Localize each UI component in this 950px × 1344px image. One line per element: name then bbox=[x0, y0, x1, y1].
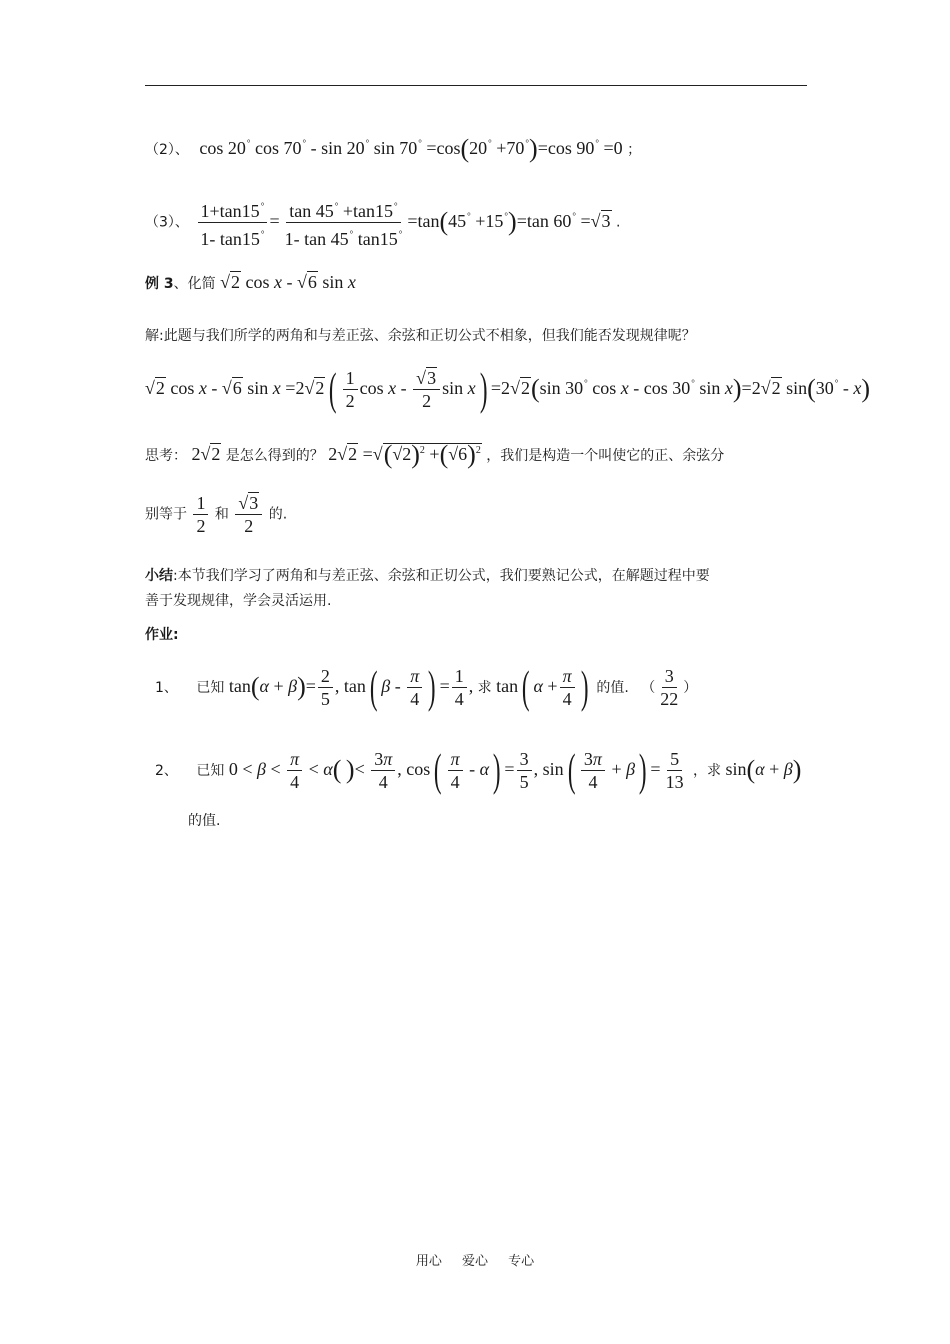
solution-derivation bbox=[145, 362, 870, 415]
page-footer bbox=[0, 1250, 950, 1269]
solution-text: :此题与我们所学的两角和与差正弦、余弦和正切公式不相象，但我们能否发现规律呢？ bbox=[159, 328, 696, 344]
summary bbox=[145, 565, 710, 585]
summary-text-2: 善于发现规律，学会灵活运用. bbox=[145, 593, 332, 609]
think-frac-half: $\frac{1}{2}$ bbox=[191, 503, 210, 523]
item-3-tail: . bbox=[616, 214, 621, 231]
summary-label: 小结 bbox=[145, 568, 173, 584]
homework-q2-ask: ，求 bbox=[693, 763, 722, 779]
think-formula: $2√2 =√(√2)^2 +(√6)^2$ bbox=[328, 440, 481, 469]
homework-q2-pre: 已知 bbox=[196, 763, 225, 779]
homework-q1-pre: 已知 bbox=[196, 680, 225, 696]
think-line2-pre: 别等于 bbox=[145, 506, 187, 523]
homework-q2 bbox=[155, 743, 801, 796]
homework-q1-answer: $\frac{3}{22}$ bbox=[660, 666, 679, 710]
example-3-label: 例 3 bbox=[145, 276, 174, 292]
example-3-sep: 、化简 bbox=[173, 276, 216, 292]
header-rule bbox=[145, 85, 807, 86]
footer-c: 专心 bbox=[508, 1254, 535, 1269]
think-expr: 2√2 bbox=[191, 444, 221, 464]
think bbox=[145, 440, 724, 470]
think-line2-end: 的. bbox=[268, 506, 288, 523]
item-2-label: （2）、 bbox=[145, 142, 189, 158]
homework-q2-num: 2、 bbox=[155, 763, 178, 779]
example-3 bbox=[145, 272, 356, 293]
summary-text-1: :本节我们学习了两角和与差正弦、余弦和正切公式，我们要熟记公式，在解题过程中要 bbox=[173, 568, 710, 584]
item-3 bbox=[145, 195, 620, 250]
homework-label: 作业: bbox=[145, 627, 179, 643]
think-line2-mid: 和 bbox=[214, 506, 229, 523]
homework-q1-formula: tan(α + β)= $\frac{2}{5}$ , tan( β - $\frac{\pi}{4}$ ) = $\frac{1}{4}$ , bbox=[228, 661, 474, 712]
summary-line-2 bbox=[145, 590, 331, 610]
homework-q1-target: tan( α + $\frac{\pi}{4}$ ) bbox=[496, 661, 589, 712]
item-2-formula: cos 20° cos 70° - sin 20° sin 70° =cos(20° +70°)=cos 90° =0 bbox=[199, 134, 623, 163]
item-3-formula: $\frac{1+\tan 15^\circ}{1- \tan 15^\circ}$ = $\frac{\tan 45^\circ +\tan 15^\circ}{1- \tan 45^\circ \tan 15^\circ}$ =tan(45° +15°)=tan 60° =√3 bbox=[195, 211, 616, 231]
homework-q2-target: sin(α + β) bbox=[725, 755, 802, 784]
footer-b: 爱心 bbox=[461, 1254, 488, 1269]
homework-q1-num: 1、 bbox=[155, 680, 178, 696]
homework-q1-end: 的值. bbox=[596, 680, 629, 696]
item-3-label: （3）、 bbox=[145, 214, 189, 231]
homework-q2-end: 的值. bbox=[188, 813, 221, 829]
solution-label: 解 bbox=[145, 328, 159, 344]
homework-q1-ask: 求 bbox=[477, 680, 492, 696]
homework-q2-formula: 0 < β < $\frac{\pi}{4}$ < α( )< $\frac{3\pi}{4}$ , cos( $\frac{\pi}{4}$ - α) = $\frac{3}{5}$ , sin( $\frac{3\pi}{4}$ + β) = $\frac{5}{13}$ bbox=[228, 744, 684, 795]
think-label: 思考： bbox=[145, 448, 187, 464]
homework-q1-answer-open: （ bbox=[641, 680, 656, 696]
solution bbox=[145, 325, 696, 345]
homework-q1 bbox=[155, 660, 697, 713]
footer-a: 用心 bbox=[415, 1254, 442, 1269]
item-2 bbox=[145, 134, 641, 164]
homework-q2-line-2 bbox=[188, 810, 220, 830]
item-2-tail: ； bbox=[627, 142, 642, 158]
think-question: 是怎么得到的？ bbox=[225, 448, 324, 464]
homework-heading bbox=[145, 624, 179, 644]
example-3-expr: √2 cos x - √6 sin x bbox=[220, 272, 356, 292]
think-tail: ，我们是构造一个叫使它的正、余弦分 bbox=[486, 448, 725, 464]
homework-q1-answer-close: ） bbox=[683, 680, 698, 696]
solution-formula: √2 cos x - √6 sin x =2√2 ( $\frac{1}{2}$ cos x - $\frac{√3}{2}$ sin x) =2√2(sin 30° cos x - cos 30° sin x)=2√2 sin(30° - x) bbox=[145, 363, 871, 414]
think-frac-sqrt3: $\frac{√3}{2}$ bbox=[233, 503, 264, 523]
think-line-2 bbox=[145, 492, 287, 537]
